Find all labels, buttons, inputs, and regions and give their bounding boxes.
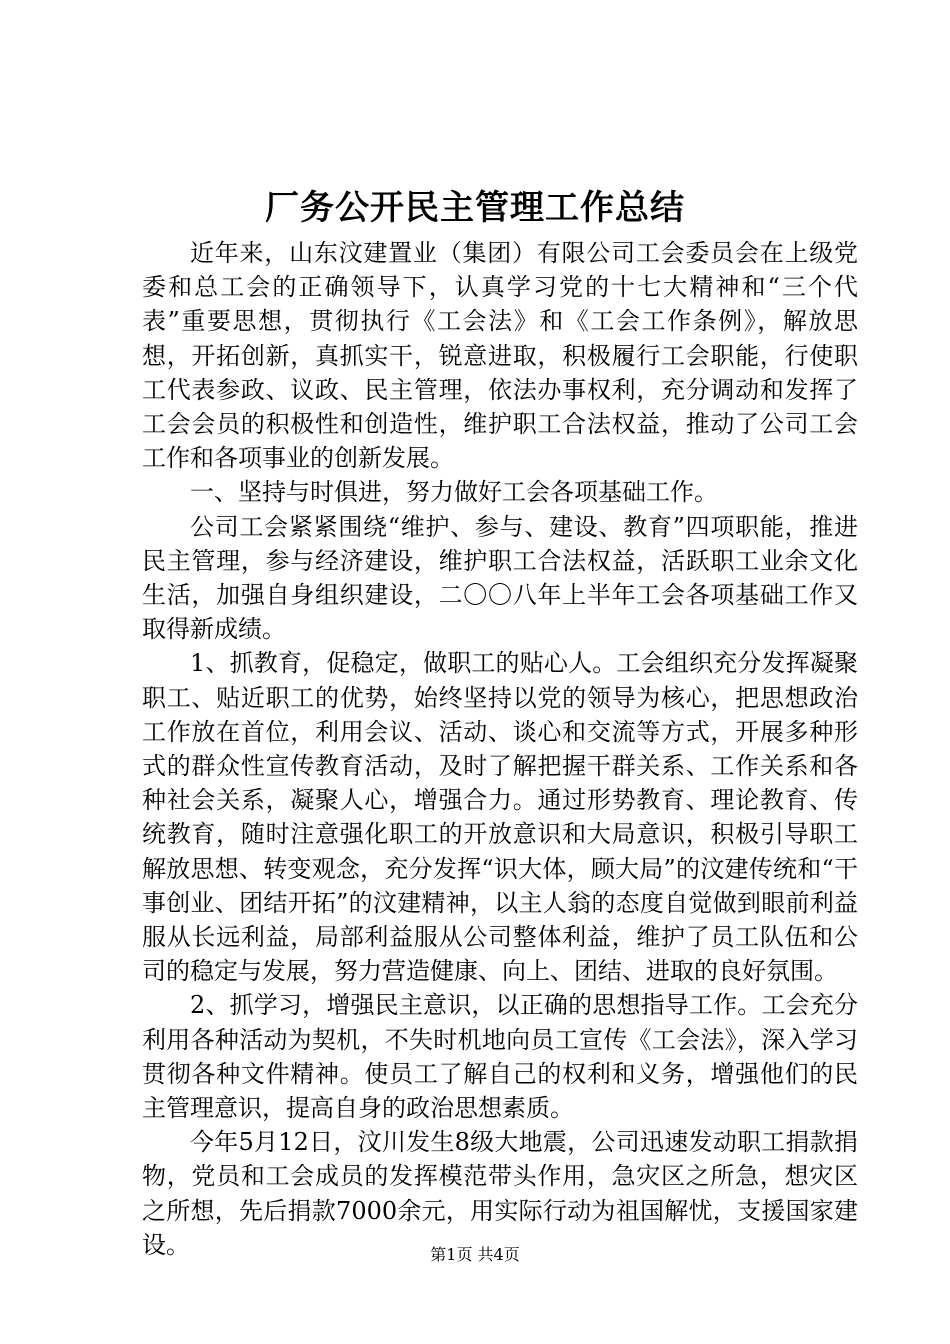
paragraph-earthquake: 今年5月12日，汶川发生8级大地震，公司迅速发动职工捐款捐物，党员和工会成员的发挥模范带头作用，急灾区之所急，想灾区之所想，先后捐款7000余元，用实际行动为祖国解忧，支援国家建设。 [142, 1128, 858, 1259]
paragraph-study: 2、抓学习，增强民主意识，以正确的思想指导工作。工会充分利用各种活动为契机，不失时机地向员工宣传《工会法》，深入学习贯彻各种文件精神。使员工了解自己的权利和义务，增强他们的民主管理意识，提高自身的政治思想素质。 [142, 991, 858, 1123]
page-footer: 第1页 共4页 [430, 1245, 520, 1264]
paragraph-union-duties: 公司工会紧紧围绕“维护、参与、建设、教育”四项职能，推进民主管理，参与经济建设，维护职工合法权益，活跃职工业余文化生活，加强自身组织建设，二〇〇八年上半年工会各项基础工作又取得新成绩。 [142, 512, 858, 644]
paragraph-education: 1、抓教育，促稳定，做职工的贴心人。工会组织充分发挥凝聚职工、贴近职工的优势，始终坚持以党的领导为核心，把思想政治工作放在首位，利用会议、活动、谈心和交流等方式，开展多种形式的群众性宣传教育活动，及时了解把握干群关系、工作关系和各种社会关系，凝聚人心，增强合力。通过形势教育、理论教育、传统教育，随时注意强化职工的开放意识和大局意识，积极引导职工解放思想、转变观念，充分发挥“识大体，顾大局”的汶建传统和“干事创业、团结开拓”的汶建精神，以主人翁的态度自觉做到眼前利益服从长远利益，局部利益服从公司整体利益，维护了员工队伍和公司的稳定与发展，努力营造健康、向上、团结、进取的良好氛围。 [142, 649, 858, 986]
paragraph-intro: 近年来，山东汶建置业（集团）有限公司工会委员会在上级党委和总工会的正确领导下，认真学习党的十七大精神和“三个代表”重要思想，贯彻执行《工会法》和《工会工作条例》，解放思想，开拓创新，真抓实干，锐意进取，积极履行工会职能，行使职工代表参政、议政、民主管理，依法办事权利，充分调动和发挥了工会会员的积极性和创造性，维护职工合法权益，推动了公司工会工作和各项事业的创新发展。 [142, 239, 858, 473]
document-body [142, 236, 858, 1262]
document-title: 厂务公开民主管理工作总结 [265, 188, 685, 228]
section-heading-1: 一、坚持与时俱进，努力做好工会各项基础工作。 [190, 478, 718, 507]
